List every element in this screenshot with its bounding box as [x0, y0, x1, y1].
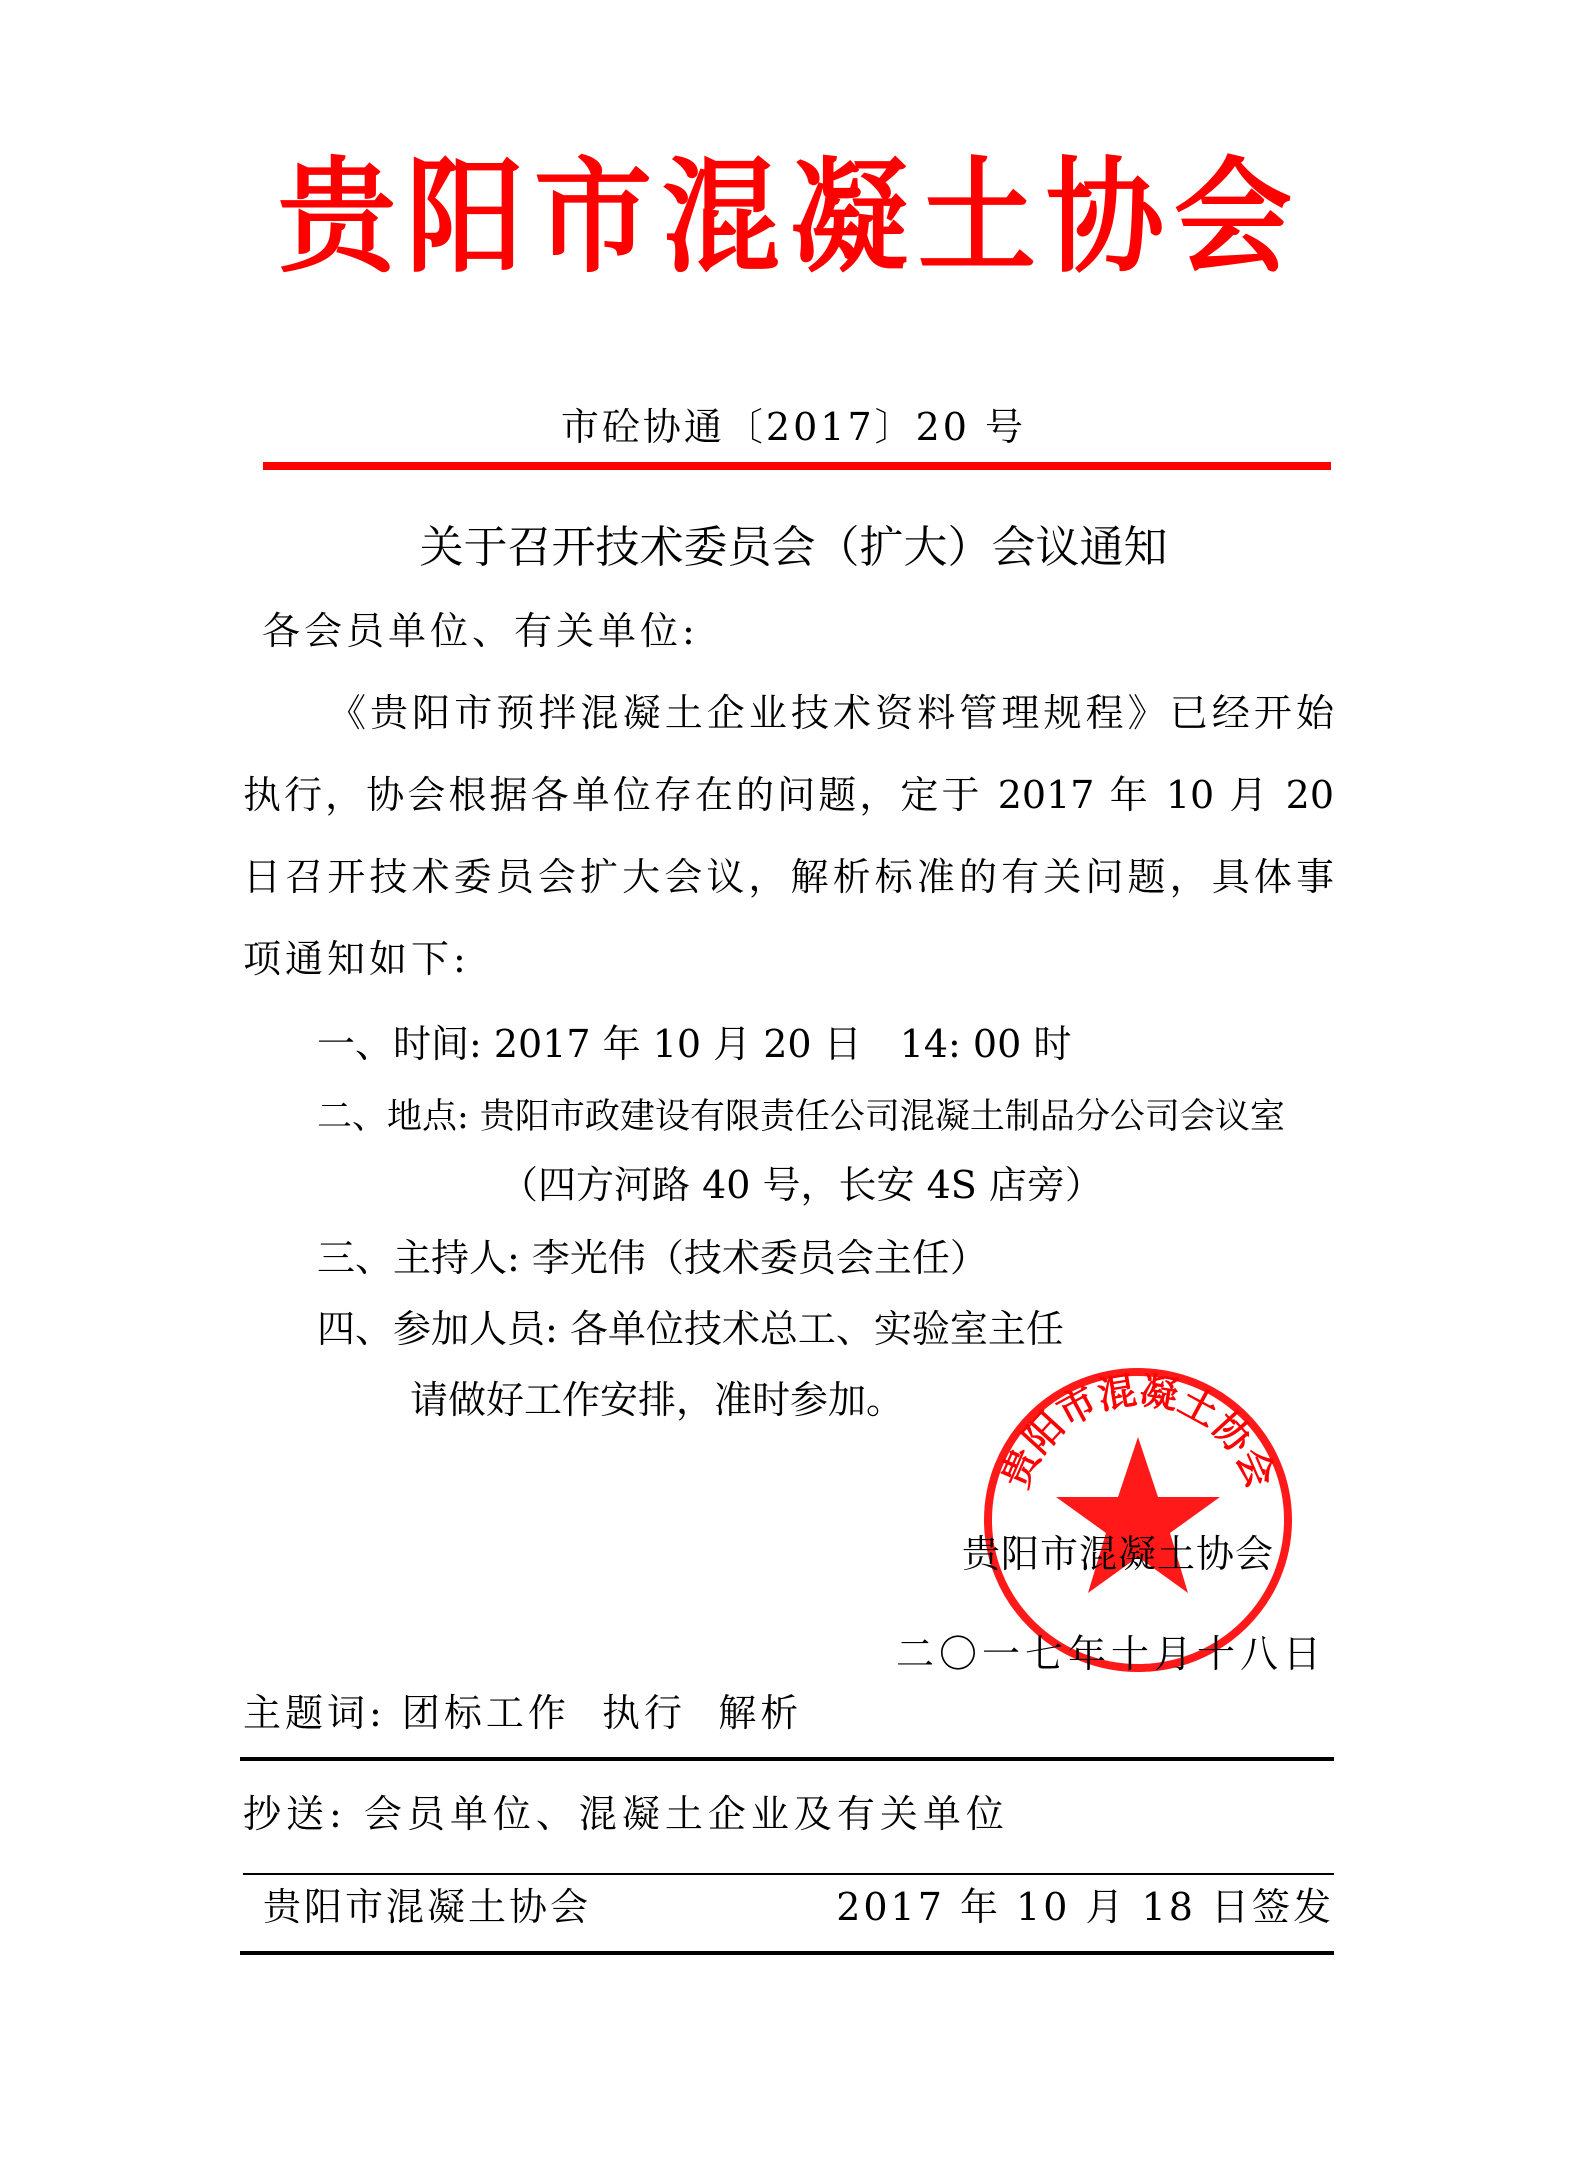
org-title: 贵阳市混凝土协会 [277, 144, 1302, 290]
official-stamp [980, 1365, 1296, 1675]
closing-line: 请做好工作安排，准时参加。 [410, 1378, 905, 1422]
signature-org: 贵阳市混凝土协会 [962, 1532, 1275, 1576]
paragraph-line: 《贵阳市预拌混凝土企业技术资料管理规程》已经开始 [328, 691, 1334, 735]
item-attendees: 四、参加人员: 各单位技术总工、实验室主任 [317, 1307, 1064, 1351]
divider-thin [243, 1873, 1334, 1875]
paragraph-line: 项通知如下: [243, 937, 470, 981]
cc-line: 抄送: 会员单位、混凝土企业及有关单位 [243, 1792, 1009, 1836]
divider-bottom [240, 1951, 1334, 1955]
item-time: 一、时间: 2017 年 10 月 20 日 14: 00 时 [317, 1022, 1072, 1066]
divider-thick [240, 1757, 1334, 1761]
signature-date: 二〇一七年十月十八日 [896, 1632, 1327, 1676]
keywords: 主题词: 团标工作 执行 解析 [243, 1691, 803, 1735]
document-number: 市砼协通〔2017〕20 号 [560, 405, 1027, 449]
paragraph-line: 日召开技术委员会扩大会议，解析标准的有关问题，具体事 [243, 855, 1334, 899]
item-host: 三、主持人: 李光伟（技术委员会主任） [317, 1236, 988, 1280]
issue-date: 2017 年 10 月 18 日签发 [836, 1885, 1334, 1929]
issuer: 贵阳市混凝土协会 [263, 1885, 592, 1929]
item-location: 二、地点: 贵阳市政建设有限责任公司混凝土制品分公司会议室 [317, 1097, 1285, 1137]
paragraph-line: 执行，协会根据各单位存在的问题，定于 2017 年 10 月 20 [243, 773, 1334, 817]
salutation: 各会员单位、有关单位: [262, 609, 699, 653]
item-location-detail: （四方河路 40 号，长安 4S 店旁） [500, 1163, 1103, 1207]
stamp-text: 贵阳市混凝土协会 [991, 1367, 1285, 1495]
red-divider [263, 462, 1331, 470]
notice-heading: 关于召开技术委员会（扩大）会议通知 [419, 522, 1168, 573]
